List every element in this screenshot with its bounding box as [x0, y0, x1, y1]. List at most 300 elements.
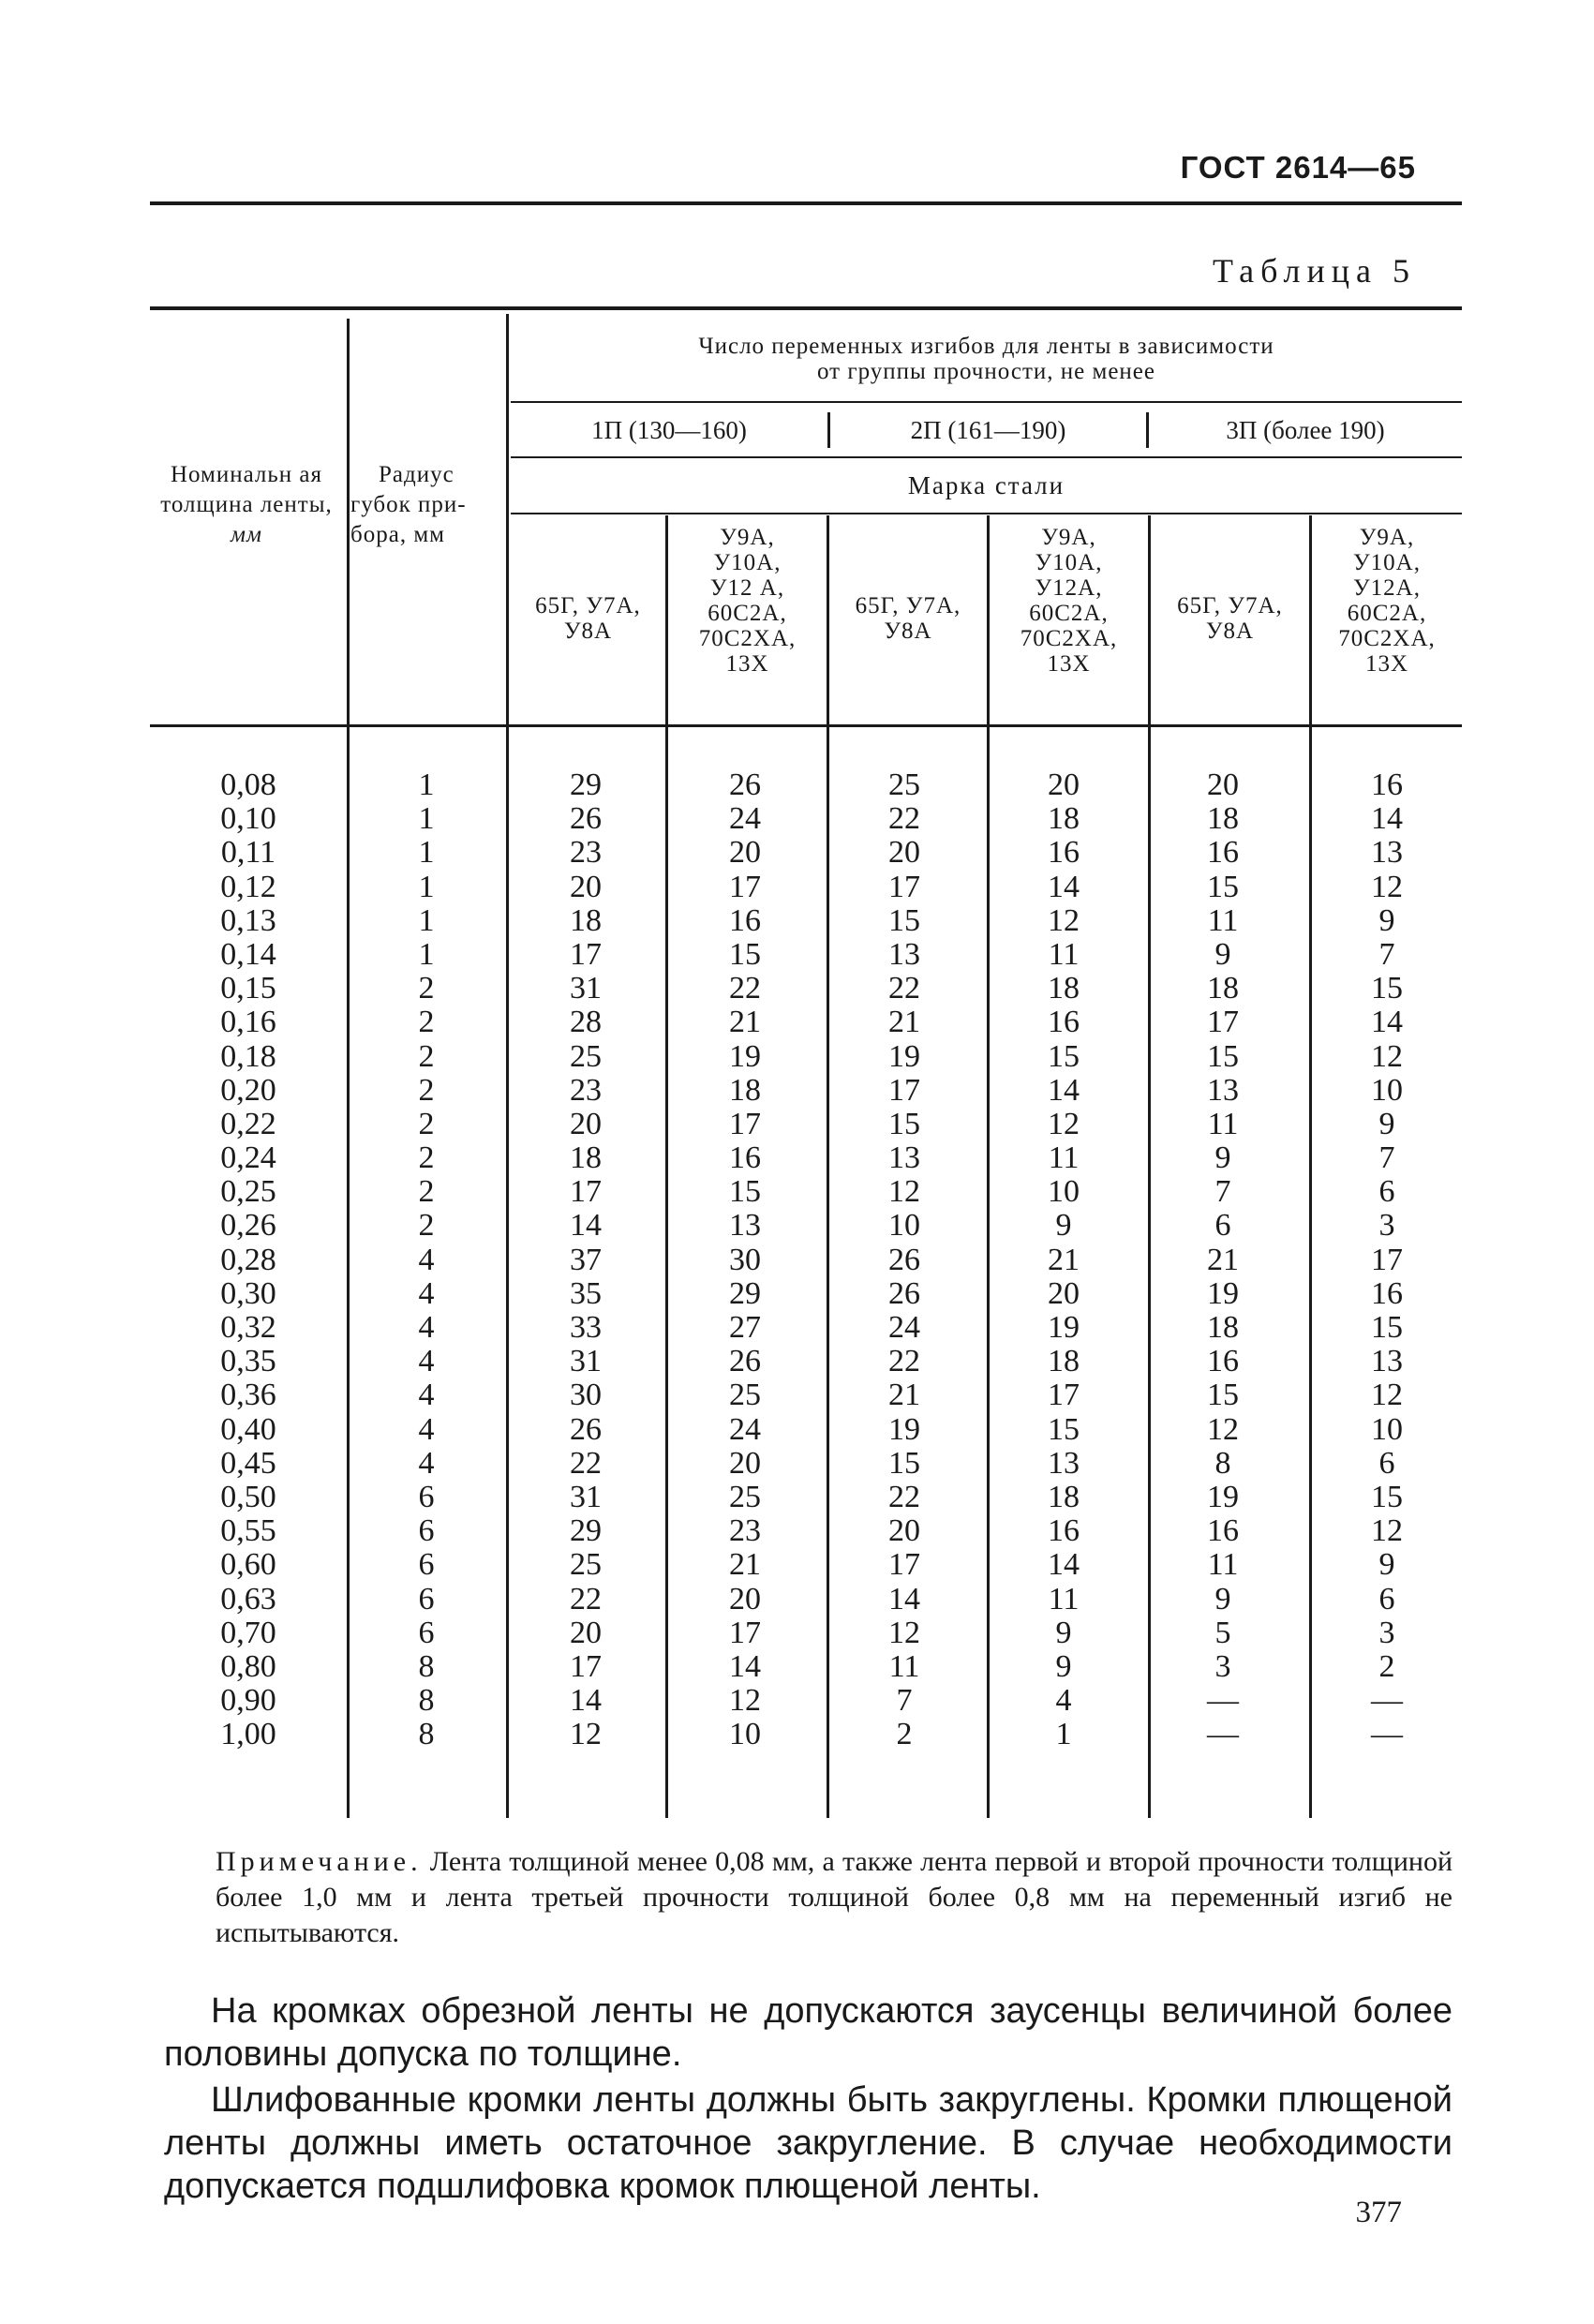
- table-cell: 13: [729, 1208, 761, 1244]
- table-cell: 2: [418, 1174, 435, 1210]
- steel-grade-rule-bottom: [511, 513, 1462, 514]
- table-cell: 4: [418, 1242, 435, 1277]
- table-cell: 13: [1048, 1445, 1080, 1481]
- table-cell: 13: [1371, 835, 1403, 871]
- grade-line: 13Х: [1364, 651, 1409, 677]
- table-cell: 9: [1214, 1140, 1231, 1176]
- table-cell: 0,63: [220, 1581, 276, 1616]
- group-3p: 3П (более 190): [1226, 416, 1385, 444]
- header-radius-line: Радиус: [379, 462, 454, 487]
- table-cell: 18: [1207, 801, 1239, 837]
- table-cell: 0,40: [220, 1411, 276, 1447]
- table-cell: 0,20: [220, 1072, 276, 1108]
- table-cell: 19: [729, 1038, 761, 1074]
- table-cell: 15: [1371, 1310, 1403, 1345]
- note-label: Примечание.: [216, 1846, 423, 1877]
- table-cell: 2: [418, 1072, 435, 1108]
- table-cell: 10: [1048, 1174, 1080, 1210]
- grade-line: У10А,: [1352, 550, 1421, 575]
- table-cell: 1: [418, 835, 435, 871]
- grade-line: У12А,: [1035, 575, 1103, 601]
- header-bends-title: [511, 334, 1462, 384]
- grades-b: [990, 525, 1148, 677]
- table-cell: 15: [1371, 971, 1403, 1006]
- table-cell: 21: [888, 1378, 920, 1413]
- grade-line: 60С2А,: [708, 601, 787, 626]
- table-cell: 12: [1207, 1411, 1239, 1447]
- table-cell: 15: [1207, 1378, 1239, 1413]
- table-cell: 6: [418, 1547, 435, 1583]
- table-cell: 25: [570, 1038, 602, 1074]
- table-cell: 20: [729, 1581, 761, 1616]
- table-cell: 0,35: [220, 1344, 276, 1379]
- table-cell: 17: [729, 1106, 761, 1141]
- table-cell: 21: [729, 1005, 761, 1040]
- column-divider: [665, 515, 668, 1818]
- header-thickness-line: толщина ленты,: [160, 492, 333, 517]
- table-cell: 19: [1048, 1310, 1080, 1345]
- column-thickness: [178, 768, 319, 1751]
- grade-line: 65Г, У7А,: [855, 593, 961, 618]
- table-cell: 16: [1207, 1344, 1239, 1379]
- table-cell: 9: [1378, 902, 1395, 938]
- table-cell: 14: [1371, 1005, 1403, 1040]
- table-cell: 0,28: [220, 1242, 276, 1277]
- table-note: [216, 1844, 1452, 1951]
- table-cell: 1: [418, 767, 435, 802]
- table-cell: 9: [1055, 1615, 1072, 1650]
- table-cell: 23: [570, 835, 602, 871]
- table-cell: 20: [1207, 767, 1239, 802]
- grade-line: 60С2А,: [1029, 601, 1109, 626]
- table-cell: 0,26: [220, 1208, 276, 1244]
- table-cell: 22: [570, 1581, 602, 1616]
- grade-line: У10А,: [1035, 550, 1103, 575]
- table-cell: 0,90: [220, 1683, 276, 1719]
- table-cell: 0,60: [220, 1547, 276, 1583]
- table-cell: 11: [1207, 1106, 1239, 1141]
- table-cell: 3: [1214, 1648, 1231, 1684]
- table-cell: 0,80: [220, 1648, 276, 1684]
- table-cell: 12: [1371, 1038, 1403, 1074]
- table-cell: 23: [729, 1513, 761, 1549]
- table-cell: 15: [888, 1445, 920, 1481]
- table-cell: 11: [1048, 936, 1080, 972]
- table-cell: 11: [1048, 1581, 1080, 1616]
- table-cell: 26: [888, 1275, 920, 1311]
- table-label: Таблица 5: [1213, 252, 1416, 290]
- table-cell: 15: [888, 1106, 920, 1141]
- table-cell: 20: [888, 1513, 920, 1549]
- column-1p-grades-b: [679, 768, 811, 1751]
- table-cell: 25: [729, 1378, 761, 1413]
- table-cell: 15: [888, 902, 920, 938]
- table-cell: 21: [729, 1547, 761, 1583]
- table-cell: 31: [570, 971, 602, 1006]
- table-cell: 18: [1048, 971, 1080, 1006]
- table-cell: 9: [1214, 1581, 1231, 1616]
- table-cell: 17: [570, 1648, 602, 1684]
- table-cell: 0,10: [220, 801, 276, 837]
- table-cell: 28: [570, 1005, 602, 1040]
- table-cell: 18: [1207, 971, 1239, 1006]
- grade-line: 13Х: [725, 651, 769, 677]
- table-cell: 8: [418, 1683, 435, 1719]
- table-cell: 22: [888, 971, 920, 1006]
- table-cell: 1: [418, 869, 435, 904]
- table-cell: 21: [1048, 1242, 1080, 1277]
- table-cell: 11: [1207, 902, 1239, 938]
- table-cell: 16: [1371, 767, 1403, 802]
- table-cell: 11: [888, 1648, 920, 1684]
- column-divider: [506, 314, 509, 1818]
- table-cell: 17: [888, 1547, 920, 1583]
- table-cell: 21: [1207, 1242, 1239, 1277]
- table-cell: 2: [418, 971, 435, 1006]
- grade-line: У8А: [1205, 618, 1255, 644]
- table-cell: 22: [888, 1479, 920, 1514]
- steel-grade-rule-top: [511, 456, 1462, 458]
- table-cell: 2: [418, 1038, 435, 1074]
- table-cell: 17: [1371, 1242, 1403, 1277]
- paragraph: На кромках обрезной ленты не допускаются заусенцы величиной более половины допуска по толщине.: [164, 1991, 1452, 2074]
- document-code: ГОСТ 2614—65: [1180, 150, 1416, 185]
- table-cell: 18: [570, 1140, 602, 1176]
- header-thickness: [148, 462, 345, 547]
- table-cell: 12: [1371, 1513, 1403, 1549]
- column-divider: [1309, 515, 1312, 1818]
- table-cell: 2: [418, 1106, 435, 1141]
- table-cell: 9: [1055, 1648, 1072, 1684]
- table-cell: 29: [570, 1513, 602, 1549]
- group-2p: 2П (161—190): [910, 416, 1066, 444]
- table-cell: 17: [570, 936, 602, 972]
- table-cell: 12: [1371, 869, 1403, 904]
- table-cell: 26: [570, 801, 602, 837]
- table-cell: 20: [888, 835, 920, 871]
- grades-a: [1151, 593, 1309, 644]
- table-cell: 6: [418, 1615, 435, 1650]
- table-cell: 0,30: [220, 1275, 276, 1311]
- header-bends-line: Число переменных изгибов для ленты в зависимости: [698, 334, 1274, 359]
- header-radius-line: бора, мм: [350, 522, 445, 547]
- table-cell: 18: [1048, 1344, 1080, 1379]
- table-cell: 29: [729, 1275, 761, 1311]
- column-divider: [347, 319, 350, 1818]
- table-cell: 2: [418, 1140, 435, 1176]
- table-cell: 20: [570, 869, 602, 904]
- grade-line: 70С2ХА,: [698, 626, 797, 651]
- column-2p-grades-b: [998, 768, 1129, 1751]
- paragraph: Шлифованные кромки ленты должны быть закруглены. Кромки плющеной ленты должны иметь остаточное закругление. В случае необходимости допускается подшлифовка кромок плющеной ленты.: [164, 2080, 1452, 2206]
- table-cell: 21: [888, 1005, 920, 1040]
- table-cell: 0,15: [220, 971, 276, 1006]
- table-cell: 13: [1207, 1072, 1239, 1108]
- table-cell: 0,24: [220, 1140, 276, 1176]
- table-cell: 1: [1055, 1717, 1072, 1752]
- table-cell: 4: [418, 1275, 435, 1311]
- table-cell: 8: [1214, 1445, 1231, 1481]
- table-cell: 9: [1378, 1547, 1395, 1583]
- table-cell: 14: [1048, 1072, 1080, 1108]
- grades-a: [829, 593, 987, 644]
- table-cell: 10: [1371, 1411, 1403, 1447]
- table-cell: 16: [729, 902, 761, 938]
- table-cell: 7: [1214, 1174, 1231, 1210]
- table-cell: 4: [1055, 1683, 1072, 1719]
- column-1p-grades-a: [520, 768, 651, 1751]
- table-cell: 16: [1207, 1513, 1239, 1549]
- table-cell: 10: [729, 1717, 761, 1752]
- column-3p-grades-b: [1321, 768, 1452, 1751]
- table-cell: 6: [1378, 1445, 1395, 1481]
- table-cell: 26: [888, 1242, 920, 1277]
- table-cell: 17: [729, 869, 761, 904]
- table-cell: 18: [570, 902, 602, 938]
- table-cell: 0,36: [220, 1378, 276, 1413]
- table-cell: 22: [888, 801, 920, 837]
- table-cell: 0,18: [220, 1038, 276, 1074]
- header-bends-line: от группы прочности, не менее: [817, 359, 1155, 384]
- table-cell: 2: [896, 1717, 913, 1752]
- table-cell: 19: [888, 1038, 920, 1074]
- table-cell: 15: [1048, 1038, 1080, 1074]
- table-cell: 15: [1207, 869, 1239, 904]
- table-cell: 11: [1207, 1547, 1239, 1583]
- table-cell: 14: [570, 1208, 602, 1244]
- table-cell: 12: [1048, 902, 1080, 938]
- table-cell: 6: [1378, 1174, 1395, 1210]
- table-cell: 14: [570, 1683, 602, 1719]
- table-cell: 4: [418, 1378, 435, 1413]
- grade-line: У12А,: [1352, 575, 1421, 601]
- table-cell: 0,25: [220, 1174, 276, 1210]
- table-cell: 2: [418, 1005, 435, 1040]
- table-cell: 18: [729, 1072, 761, 1108]
- table-cell: 35: [570, 1275, 602, 1311]
- table-cell: 8: [418, 1717, 435, 1752]
- table-cell: —: [1371, 1717, 1403, 1752]
- table-cell: 22: [570, 1445, 602, 1481]
- grade-line: У9А,: [1359, 525, 1415, 550]
- table-cell: 14: [1048, 869, 1080, 904]
- table-cell: 16: [1048, 1513, 1080, 1549]
- table-cell: 12: [888, 1615, 920, 1650]
- table-cell: 24: [729, 801, 761, 837]
- table-cell: 12: [570, 1717, 602, 1752]
- grades-b: [668, 525, 827, 677]
- table-cell: 26: [729, 1344, 761, 1379]
- table-cell: 15: [729, 936, 761, 972]
- table-cell: 26: [729, 767, 761, 802]
- table-cell: 37: [570, 1242, 602, 1277]
- table-cell: 4: [418, 1445, 435, 1481]
- table-cell: 20: [570, 1106, 602, 1141]
- header-radius: [350, 462, 504, 547]
- table-cell: 12: [1371, 1378, 1403, 1413]
- table-cell: 19: [1207, 1479, 1239, 1514]
- grade-line: У12 А,: [709, 575, 785, 601]
- table-cell: 7: [1378, 1140, 1395, 1176]
- table-cell: 16: [729, 1140, 761, 1176]
- grade-line: 70С2ХА,: [1338, 626, 1436, 651]
- grade-line: 65Г, У7А,: [1177, 593, 1283, 618]
- table-cell: 19: [888, 1411, 920, 1447]
- table-cell: 3: [1378, 1208, 1395, 1244]
- grade-line: 60С2А,: [1347, 601, 1427, 626]
- table-cell: 20: [729, 1445, 761, 1481]
- table-cell: —: [1207, 1683, 1239, 1719]
- grade-line: 70С2ХА,: [1020, 626, 1118, 651]
- table-cell: 0,70: [220, 1615, 276, 1650]
- table-cell: 14: [1048, 1547, 1080, 1583]
- table-cell: 14: [1371, 801, 1403, 837]
- table-cell: 16: [1371, 1275, 1403, 1311]
- group-1p: 1П (130—160): [591, 416, 747, 444]
- table-cell: 9: [1214, 936, 1231, 972]
- table-cell: 13: [888, 1140, 920, 1176]
- table-cell: 10: [1371, 1072, 1403, 1108]
- table-cell: 22: [888, 1344, 920, 1379]
- table-cell: 13: [888, 936, 920, 972]
- table-cell: 0,50: [220, 1479, 276, 1514]
- table-cell: 16: [1048, 1005, 1080, 1040]
- column-3p-grades-a: [1157, 768, 1289, 1751]
- table-cell: 24: [888, 1310, 920, 1345]
- table-cell: 0,16: [220, 1005, 276, 1040]
- table-cell: 6: [1214, 1208, 1231, 1244]
- table-cell: 11: [1048, 1140, 1080, 1176]
- table-cell: 1: [418, 936, 435, 972]
- table-cell: 15: [1207, 1038, 1239, 1074]
- table-cell: 0,12: [220, 869, 276, 904]
- table-cell: 17: [1207, 1005, 1239, 1040]
- grade-line: У8А: [563, 618, 613, 644]
- table-cell: 15: [1371, 1479, 1403, 1514]
- table-cell: 25: [729, 1479, 761, 1514]
- column-divider: [827, 515, 829, 1818]
- table-cell: 18: [1207, 1310, 1239, 1345]
- table-cell: 1,00: [220, 1717, 276, 1752]
- table-cell: 0,55: [220, 1513, 276, 1549]
- table-cell: 12: [888, 1174, 920, 1210]
- header-thickness-unit: мм: [231, 522, 262, 547]
- table-cell: 1: [418, 801, 435, 837]
- table-cell: 15: [729, 1174, 761, 1210]
- table-cell: 31: [570, 1344, 602, 1379]
- table-cell: 30: [570, 1378, 602, 1413]
- table-cell: 2: [1378, 1648, 1395, 1684]
- table-cell: 17: [888, 1072, 920, 1108]
- table-cell: 30: [729, 1242, 761, 1277]
- table-cell: 14: [729, 1648, 761, 1684]
- table-cell: 9: [1378, 1106, 1395, 1141]
- column-2p-grades-a: [839, 768, 970, 1751]
- table-cell: 2: [418, 1208, 435, 1244]
- grade-line: У9А,: [720, 525, 775, 550]
- table-cell: 26: [570, 1411, 602, 1447]
- table-cell: 3: [1378, 1615, 1395, 1650]
- table-cell: —: [1371, 1683, 1403, 1719]
- table-cell: 17: [1048, 1378, 1080, 1413]
- header-radius-line: губок при-: [350, 492, 467, 517]
- table-cell: 9: [1055, 1208, 1072, 1244]
- table-cell: 6: [418, 1581, 435, 1616]
- table-cell: 13: [1371, 1344, 1403, 1379]
- table-cell: 6: [418, 1479, 435, 1514]
- table-cell: 0,08: [220, 767, 276, 802]
- table-cell: 22: [729, 971, 761, 1006]
- table-cell: 7: [896, 1683, 913, 1719]
- note-text: Лента толщиной менее 0,08 мм, а также лента первой и второй прочности толщиной более 1,0 мм и лента третьей прочности толщиной более 0,8 мм на переменный изгиб не испытываются.: [216, 1846, 1452, 1948]
- table-cell: 0,22: [220, 1106, 276, 1141]
- table-cell: 17: [888, 869, 920, 904]
- table-cell: 20: [729, 835, 761, 871]
- table-cell: 4: [418, 1310, 435, 1345]
- table-cell: 0,45: [220, 1445, 276, 1481]
- table-cell: 0,14: [220, 936, 276, 972]
- table-top-rule: [150, 306, 1462, 310]
- table-cell: 29: [570, 767, 602, 802]
- table-cell: 17: [729, 1615, 761, 1650]
- table-cell: 16: [1207, 835, 1239, 871]
- table-cell: 25: [570, 1547, 602, 1583]
- table-cell: 20: [570, 1615, 602, 1650]
- table-cell: 5: [1214, 1615, 1231, 1650]
- table-cell: 6: [1378, 1581, 1395, 1616]
- table-cell: 18: [1048, 801, 1080, 837]
- table-cell: 7: [1378, 936, 1395, 972]
- group-rule: [511, 401, 1462, 403]
- table-cell: 14: [888, 1581, 920, 1616]
- grade-line: У9А,: [1041, 525, 1096, 550]
- grade-line: У10А,: [713, 550, 782, 575]
- table-cell: 20: [1048, 767, 1080, 802]
- table-cell: 16: [1048, 835, 1080, 871]
- grade-line: У8А: [884, 618, 932, 644]
- grades-b: [1312, 525, 1462, 677]
- header-rule: [150, 201, 1462, 205]
- table-cell: 27: [729, 1310, 761, 1345]
- page-number: 377: [1355, 2196, 1402, 2229]
- table-cell: —: [1207, 1717, 1239, 1752]
- header-steel-grade: Марка стали: [907, 471, 1065, 499]
- column-divider: [987, 515, 990, 1818]
- table-cell: 19: [1207, 1275, 1239, 1311]
- table-cell: 31: [570, 1479, 602, 1514]
- table-cell: 23: [570, 1072, 602, 1108]
- table-cell: 33: [570, 1310, 602, 1345]
- table-cell: 6: [418, 1513, 435, 1549]
- table-cell: 1: [418, 902, 435, 938]
- table-cell: 0,11: [220, 835, 276, 871]
- table-cell: 4: [418, 1344, 435, 1379]
- table-cell: 10: [888, 1208, 920, 1244]
- table-cell: 12: [729, 1683, 761, 1719]
- table-cell: 8: [418, 1648, 435, 1684]
- table-cell: 17: [570, 1174, 602, 1210]
- column-radius: [365, 768, 487, 1751]
- grade-line: 65Г, У7А,: [535, 593, 641, 618]
- grade-line: 13Х: [1047, 651, 1091, 677]
- table-cell: 25: [888, 767, 920, 802]
- header-thickness-line: Номинальн ая: [170, 462, 323, 487]
- table-cell: 4: [418, 1411, 435, 1447]
- table-cell: 24: [729, 1411, 761, 1447]
- table-cell: 18: [1048, 1479, 1080, 1514]
- table-cell: 0,32: [220, 1310, 276, 1345]
- table-cell: 0,13: [220, 902, 276, 938]
